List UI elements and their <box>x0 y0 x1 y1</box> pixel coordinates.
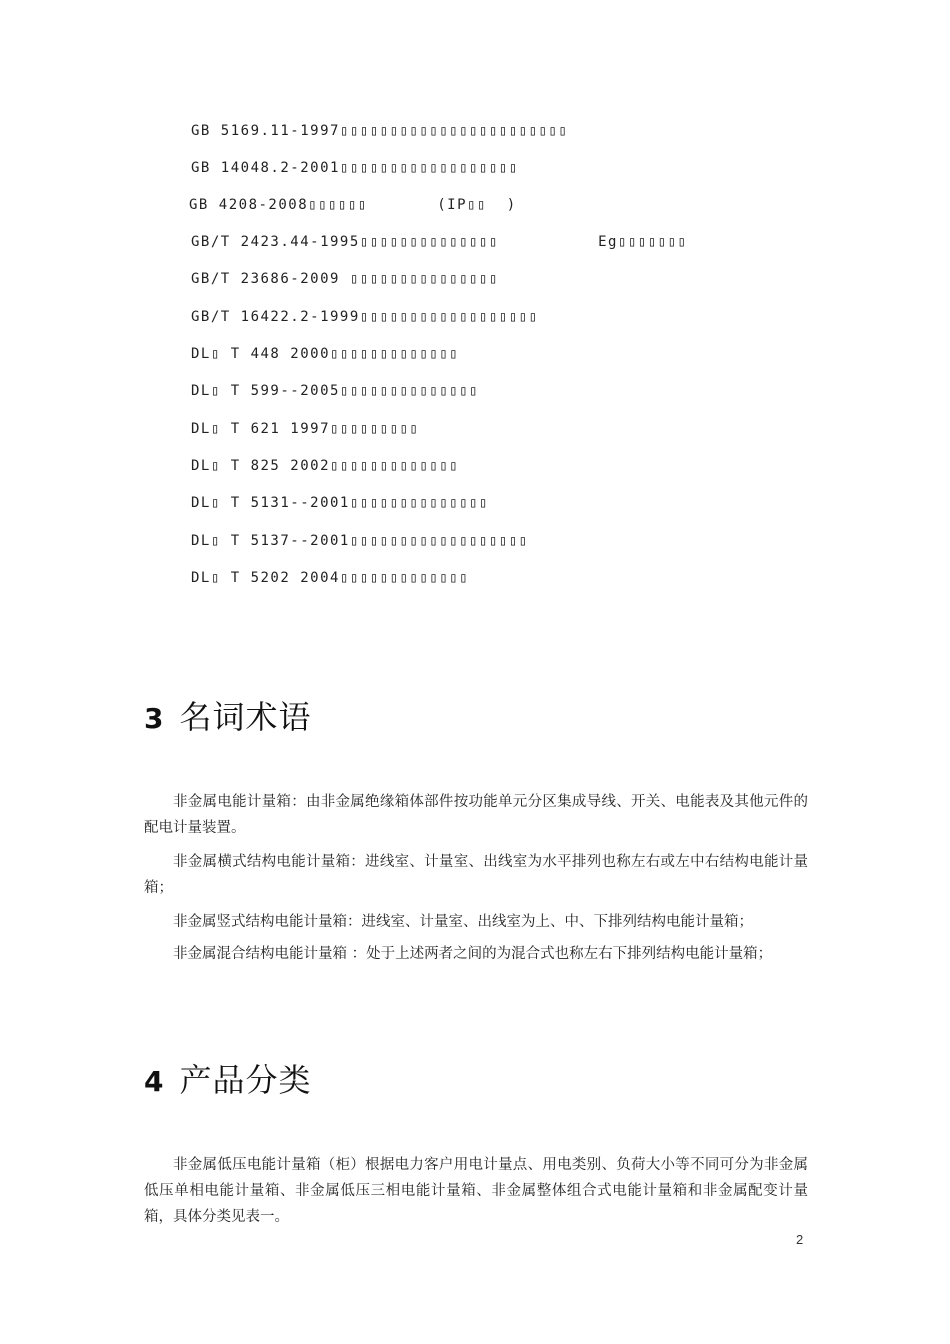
page-number: 2 <box>796 1232 804 1247</box>
section-4-heading <box>144 1060 312 1102</box>
section-number: 3 <box>144 702 164 735</box>
standard-item: DL▯ T 5131--2001▯▯▯▯▯▯▯▯▯▯▯▯▯▯ <box>191 495 489 511</box>
standard-item: GB/T 2423.44-1995▯▯▯▯▯▯▯▯▯▯▯▯▯▯ Eg▯▯▯▯▯▯▯ <box>191 234 688 250</box>
standard-item: DL▯ T 825 2002▯▯▯▯▯▯▯▯▯▯▯▯▯ <box>191 458 460 474</box>
definition-paragraph: 非金属混合结构电能计量箱 ：处于上述两者之间的为混合式也称左右下排列结构电能计量箱； <box>173 946 773 962</box>
section-number: 4 <box>144 1065 164 1098</box>
section-3-heading <box>144 697 312 739</box>
standard-item: DL▯ T 448 2000▯▯▯▯▯▯▯▯▯▯▯▯▯ <box>191 346 460 362</box>
standard-item: GB 5169.11-1997▯▯▯▯▯▯▯▯▯▯▯▯▯▯▯▯▯▯▯▯▯▯▯ <box>191 123 569 139</box>
definition-paragraph: 非金属横式结构电能计量箱：进线室、计量室、出线室为水平排列也称左右或左中右结构电能计量箱； <box>144 854 808 896</box>
definition-paragraph: 非金属竖式结构电能计量箱：进线室、计量室、出线室为上、中、下排列结构电能计量箱； <box>173 914 753 930</box>
classification-paragraph: 非金属低压电能计量箱（柜）根据电力客户用电计量点、用电类别、负荷大小等不同可分为非金属低压单相电能计量箱、非金属低压三相电能计量箱、非金属整体组合式电能计量箱和非金属配变计量箱，具体分类见表一。 <box>144 1157 808 1225</box>
standard-item: DL▯ T 5137--2001▯▯▯▯▯▯▯▯▯▯▯▯▯▯▯▯▯▯ <box>191 533 529 549</box>
standard-item: DL▯ T 599--2005▯▯▯▯▯▯▯▯▯▯▯▯▯▯ <box>191 383 479 399</box>
definition-paragraph: 非金属电能计量箱：由非金属绝缘箱体部件按功能单元分区集成导线、开关、电能表及其他元件的配电计量装置。 <box>144 794 808 836</box>
standard-item: DL▯ T 5202 2004▯▯▯▯▯▯▯▯▯▯▯▯▯ <box>191 570 470 586</box>
section-title: 产品分类 <box>179 1061 312 1099</box>
section-title: 名词术语 <box>179 698 312 736</box>
standard-item: GB 14048.2-2001▯▯▯▯▯▯▯▯▯▯▯▯▯▯▯▯▯▯ <box>191 160 519 176</box>
standard-item: DL▯ T 621 1997▯▯▯▯▯▯▯▯▯ <box>191 421 420 437</box>
standard-item: GB/T 16422.2-1999▯▯▯▯▯▯▯▯▯▯▯▯▯▯▯▯▯▯ <box>191 309 539 325</box>
standard-item: GB/T 23686-2009 ▯▯▯▯▯▯▯▯▯▯▯▯▯▯▯ <box>191 271 499 287</box>
standard-item: GB 4208-2008▯▯▯▯▯▯ (IP▯▯ ) <box>189 197 517 213</box>
